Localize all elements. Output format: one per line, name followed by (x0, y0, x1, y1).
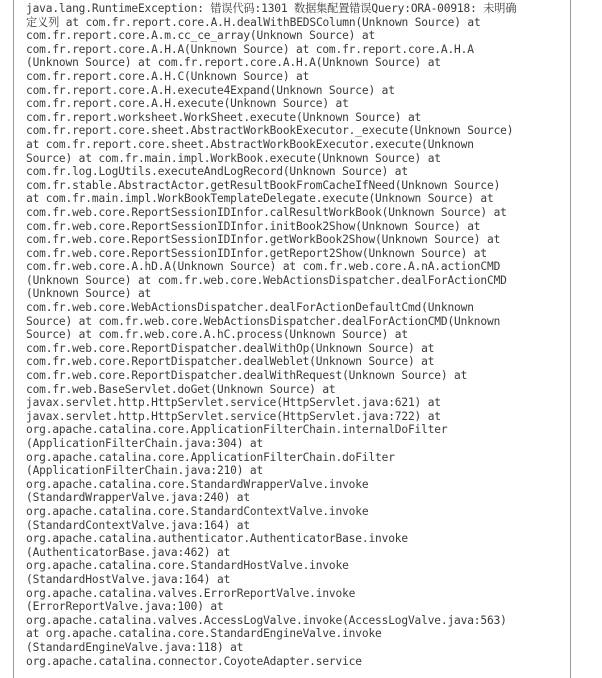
stack-trace-line: Source) at com.fr.main.impl.WorkBook.execute(Unknown Source) at (26, 151, 441, 165)
stack-trace-line: com.fr.web.core.ReportSessionIDInfor.calResultWorkBook(Unknown Source) at (26, 205, 507, 219)
error-panel (13, 0, 571, 678)
stack-trace-line: com.fr.report.core.A.H.C(Unknown Source) at (26, 69, 310, 83)
stack-trace-line: com.fr.web.core.ReportSessionIDInfor.getReport2Show(Unknown Source) at (26, 246, 487, 260)
stack-trace-line: org.apache.catalina.core.StandardHostValve.invoke (26, 559, 349, 573)
stack-trace-line: com.fr.web.core.A.hD.A(Unknown Source) at com.fr.web.core.A.nA.actionCMD (26, 260, 501, 274)
stack-trace-line: com.fr.web.core.ReportSessionIDInfor.getWorkBook2Show(Unknown Source) at (26, 233, 501, 247)
stack-trace-line: com.fr.report.core.A.m.cc_ce_array(Unknown Source) at (26, 29, 376, 43)
stack-trace-line: javax.servlet.http.HttpServlet.service(HttpServlet.java:621) at (26, 396, 441, 410)
stack-trace-line: com.fr.log.LogUtils.executeAndLogRecord(Unknown Source) at (26, 165, 408, 179)
stack-trace-line: com.fr.report.core.sheet.AbstractWorkBookExecutor._execute(Unknown Source) (26, 124, 514, 138)
stack-trace-text (14, 0, 570, 668)
stack-trace-line: at com.fr.report.core.sheet.AbstractWorkBookExecutor.execute(Unknown (26, 137, 474, 151)
stack-trace-line: com.fr.report.core.A.H.A(Unknown Source) at com.fr.report.core.A.H.A (26, 42, 474, 56)
stack-trace-line: Source) at com.fr.web.core.WebActionsDispatcher.dealForActionCMD(Unknown (26, 314, 501, 328)
stack-trace-line: org.apache.catalina.authenticator.AuthenticatorBase.invoke (26, 532, 408, 546)
stack-trace-line: java.lang.RuntimeException: 错误代码:1301 数据集配置错误Query:ORA-00918: 未明确 (26, 2, 517, 15)
stack-trace-line: (ApplicationFilterChain.java:210) at (26, 464, 264, 478)
stack-trace-line: com.fr.web.core.WebActionsDispatcher.dealForActionDefaultCmd(Unknown (26, 301, 474, 315)
stack-trace-line: (StandardWrapperValve.java:240) at (26, 491, 250, 505)
stack-trace-line: org.apache.catalina.valves.ErrorReportValve.invoke (26, 586, 356, 600)
stack-trace-line: com.fr.report.core.A.H.execute4Expand(Unknown Source) at (26, 83, 395, 97)
stack-trace-line: com.fr.report.worksheet.WorkSheet.execute(Unknown Source) at (26, 110, 422, 124)
stack-trace-line: com.fr.report.core.A.H.execute(Unknown Source) at (26, 97, 349, 111)
stack-trace-line: at com.fr.main.impl.WorkBookTemplateDelegate.execute(Unknown Source) at (26, 192, 494, 206)
stack-trace-line: org.apache.catalina.core.ApplicationFilterChain.doFilter (26, 450, 395, 464)
stack-trace-line: com.fr.stable.AbstractActor.getResultBookFromCacheIfNeed(Unknown Source) (26, 178, 501, 192)
stack-trace-line: (Unknown Source) at com.fr.report.core.A.H.A(Unknown Source) at (26, 56, 441, 70)
stack-trace-line: (StandardEngineValve.java:118) at (26, 640, 244, 654)
stack-trace-line: org.apache.catalina.valves.AccessLogValve.invoke(AccessLogValve.java:563) (26, 613, 507, 627)
stack-trace-line: com.fr.web.core.ReportDispatcher.dealWeblet(Unknown Source) at (26, 355, 435, 369)
stack-trace-line: Source) at com.fr.web.core.A.hC.process(Unknown Source) at (26, 328, 408, 342)
stack-trace-line: (Unknown Source) at com.fr.web.core.WebActionsDispatcher.dealForActionCMD (26, 273, 507, 287)
stack-trace-line: org.apache.catalina.core.StandardWrapperValve.invoke (26, 477, 369, 491)
stack-trace-line: (Unknown Source) at (26, 287, 152, 301)
stack-trace-line: com.fr.web.core.ReportDispatcher.dealWithRequest(Unknown Source) at (26, 369, 468, 383)
stack-trace-line: (ApplicationFilterChain.java:304) at (26, 437, 264, 450)
stack-trace-line: org.apache.catalina.core.ApplicationFilterChain.internalDoFilter (26, 423, 448, 437)
stack-trace-line: com.fr.web.core.ReportDispatcher.dealWithOp(Unknown Source) at (26, 341, 435, 355)
stack-trace-line: (StandardHostValve.java:164) at (26, 572, 231, 586)
stack-trace-line: (AuthenticatorBase.java:462) at (26, 545, 231, 559)
stack-trace-line: (ErrorReportValve.java:100) at (26, 600, 224, 614)
stack-trace-line: 定义列 at com.fr.report.core.A.H.dealWithBEDSColumn(Unknown Source) at (26, 15, 481, 29)
stack-trace-line: com.fr.web.BaseServlet.doGet(Unknown Source) at (26, 382, 336, 396)
stack-trace-line: at org.apache.catalina.core.StandardEngineValve.invoke (26, 627, 382, 641)
stack-trace-line: org.apache.catalina.connector.CoyoteAdapter.service (26, 654, 362, 668)
stack-trace-line: org.apache.catalina.core.StandardContextValve.invoke (26, 504, 369, 518)
stack-trace-line: (StandardContextValve.java:164) at (26, 518, 250, 532)
stack-trace-line: javax.servlet.http.HttpServlet.service(HttpServlet.java:722) at (26, 409, 441, 423)
stack-trace-line: com.fr.web.core.ReportSessionIDInfor.initBook2Show(Unknown Source) at (26, 219, 481, 233)
